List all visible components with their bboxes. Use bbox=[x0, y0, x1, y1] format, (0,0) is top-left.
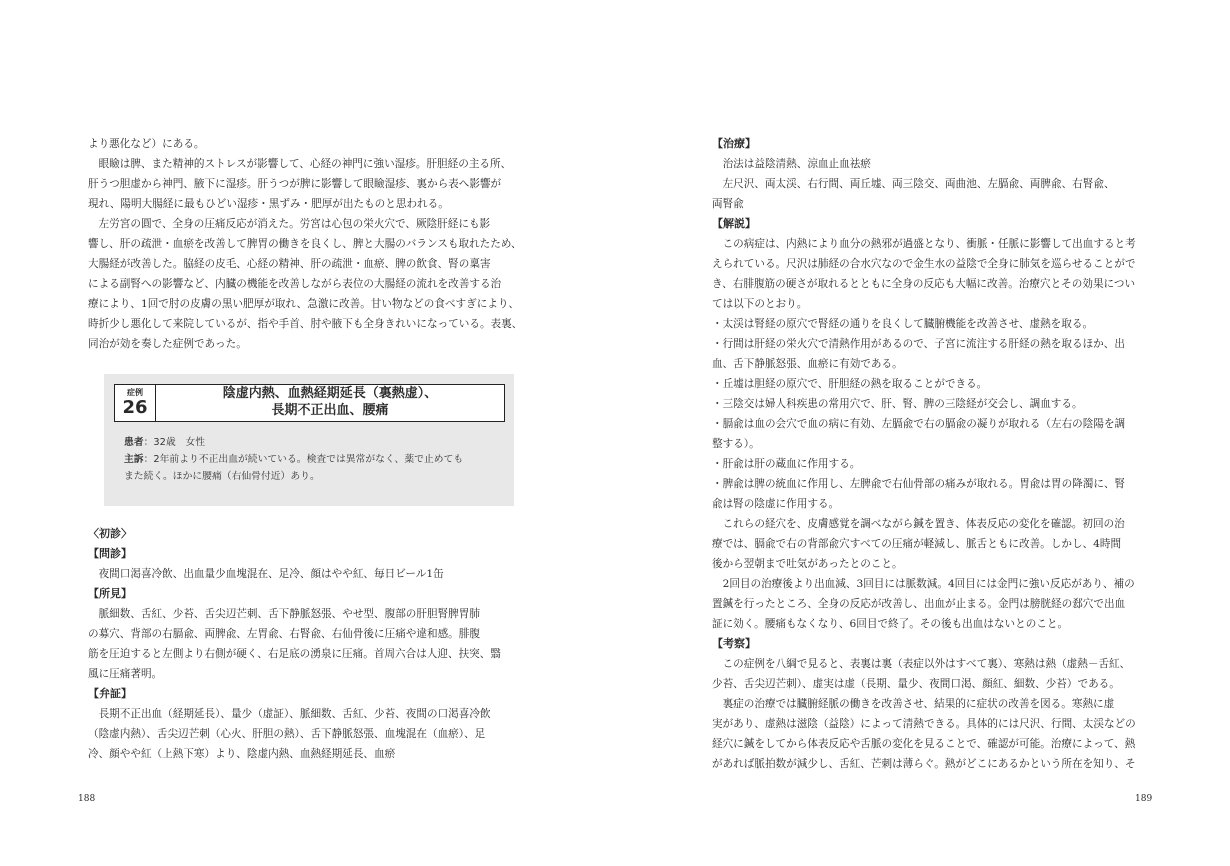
text-line: 肝うつ胆虚から神門、腋下に湿疹。肝うつが脾に影響して眼瞼湿疹、裏から表へ影響が bbox=[88, 178, 502, 190]
section-heading: 【解説】 bbox=[712, 217, 756, 230]
text-line: 少苔、舌尖辺芒刺）、虚実は虚（長期、量少、夜間口渇、顔紅、細数、少苔）である。 bbox=[712, 678, 1120, 690]
complaint-value: ：2年前より不正出血が続いている。検査では異常がなく、薬で止めても bbox=[143, 454, 464, 465]
text-line: 冷、顔やや紅（上熱下寒）より、陰虚内熱、血熱経期延長、血瘀 bbox=[88, 748, 396, 760]
text-line: 実があり、虚熱は滋陰（益陰）によって清熱できる。具体的には尺沢、行間、太渓などの bbox=[712, 718, 1136, 730]
list-item: ・丘墟は胆経の原穴で、肝胆経の熱を取ることができる。 bbox=[712, 378, 988, 390]
text-line: 時折少し悪化して来院しているが、指や手首、肘や腋下も全身きれいになっている。表裏、 bbox=[88, 318, 523, 330]
text-line: 脈細数、舌紅、少苔、舌尖辺芒刺、舌下静脈怒張、やせ型、腹部の肝胆腎脾胃肺 bbox=[88, 608, 480, 620]
list-item: ・太渓は腎経の原穴で腎経の通りを良くして臓腑機能を改善させ、虚熱を取る。 bbox=[712, 318, 1094, 330]
text-line: による副腎への影響など、内臓の機能を改善しながら表位の大腸経の流れを改善する治 bbox=[88, 278, 502, 290]
case-label: 症例 bbox=[127, 388, 143, 397]
list-item: ・行間は肝経の栄火穴で清熱作用があるので、子宮に流注する肝経の熱を取るほか、出 bbox=[712, 338, 1125, 350]
text-line: 裏症の治療では臓腑経脈の働きを改善させ、結果的に症状の改善を図る。寒熱に虚 bbox=[712, 698, 1115, 710]
section-heading: 【考察】 bbox=[712, 637, 756, 650]
text-line: 眼瞼は脾、また精神的ストレスが影響して、心経の神門に強い湿疹。肝胆経の主る所、 bbox=[88, 158, 512, 170]
text-line: 療では、膈兪で右の背部兪穴すべての圧痛が軽減し、脈舌ともに改善。しかし、4時間 bbox=[712, 538, 1122, 550]
list-item: ・膈兪は血の会穴で血の病に有効、左膈兪で右の膈兪の凝りが取れる（左右の陰陽を調 bbox=[712, 418, 1126, 430]
text-line: 2回目の治療後より出血減、3回目には脈数減。4回目には金門に強い反応があり、補の bbox=[712, 578, 1135, 590]
text-line: この症例を八綱で見ると、表裏は裏（表症以外はすべて裏）、寒熱は熱（虚熱－舌紅、 bbox=[712, 658, 1131, 670]
text-line: 血、舌下静脈怒張、血瘀に有効である。 bbox=[712, 358, 903, 370]
text-line: があれば脈拍数が減少し、舌紅、芒刺は薄らぐ。熱がどこにあるかという所在を知り、そ bbox=[712, 758, 1136, 770]
text-line: これらの経穴を、皮膚感覚を調べながら鍼を置き、体表反応の変化を確認。初回の治 bbox=[712, 518, 1125, 530]
text-line: ては以下のとおり。 bbox=[712, 298, 808, 310]
case-title-line: 陰虚内熱、血熱経期延長（裏熱虚）、 bbox=[222, 386, 438, 401]
list-item: ・脾兪は脾の統血に作用し、左脾兪で右仙骨部の痛みが取れる。胃兪は胃の降濁に、腎 bbox=[712, 478, 1126, 490]
text-line: 整する）。 bbox=[712, 438, 760, 450]
text-line: 大腸経が改善した。脇経の皮毛、心経の精神、肝の疏泄・血瘀、脾の飲食、腎の稟害 bbox=[88, 258, 491, 270]
case-complaint-cont: また続く。ほかに腰痛（右仙骨付近）あり。 bbox=[124, 471, 320, 482]
text-line: 長期不正出血（経期延長）、量少（虚証）、脈細数、舌紅、少苔、夜間の口渇喜冷飲 bbox=[88, 708, 491, 720]
text-line: き、右腓腹筋の硬さが取れるとともに全身の反応も大幅に改善。治療穴とその効果につい bbox=[712, 278, 1136, 290]
case-title-line: 長期不正出血、腰痛 bbox=[271, 403, 389, 418]
section-heading: 【弁証】 bbox=[88, 687, 132, 700]
case-box bbox=[104, 374, 514, 506]
text-line: 同治が効を奏した症例であった。 bbox=[88, 338, 247, 350]
text-line: 夜間口渇喜冷飲、出血量少血塊混在、足冷、顔はやや紅、毎日ビール1缶 bbox=[88, 568, 444, 580]
text-line: 筋を圧迫すると左側より右側が硬く、右足底の湧泉に圧痛。首周六合は人迎、扶突、翳 bbox=[88, 648, 501, 660]
patient-label: 患者 bbox=[124, 437, 144, 448]
case-complaint bbox=[124, 451, 463, 468]
text-line: （陰虚内熱）、舌尖辺芒刺（心火、肝胆の熱）、舌下静脈怒張、血塊混在（血瘀）、足 bbox=[88, 728, 486, 740]
text-line: 証に効く。腰痛もなくなり、6回目で終了。その後も出血はないとのこと。 bbox=[712, 618, 1069, 630]
case-title bbox=[156, 384, 505, 422]
page-number: 188 bbox=[78, 794, 96, 804]
text-line: の募穴、背部の右膈兪、両脾兪、左胃兪、右腎兪、右仙骨後に圧痛や違和感。腓腹 bbox=[88, 628, 480, 640]
text-line: 響し、肝の疏泄・血瘀を改善して脾胃の働きを良くし、脾と大腸のバランスも取れたため、 bbox=[88, 238, 522, 250]
list-item: ・肝兪は肝の蔵血に作用する。 bbox=[712, 458, 861, 470]
text-line: 後から翌朝まで吐気があったとのこと。 bbox=[712, 558, 903, 570]
case-patient bbox=[124, 434, 205, 451]
case-number-badge bbox=[114, 384, 156, 422]
text-line: 経穴に鍼をしてから体表反応や舌脈の変化を見ることで、確認が可能。治療によって、熱 bbox=[712, 738, 1136, 750]
text-line: 左労宮の圓で、全身の圧痛反応が消えた。労宮は心包の栄火穴で、厥陰肝経にも影 bbox=[88, 218, 491, 230]
text-line: 風に圧痛著明。 bbox=[88, 668, 163, 680]
text-line: 治法は益陰清熱、涼血止血祛瘀 bbox=[712, 158, 871, 170]
text-line: 兪は腎の陰虚に作用する。 bbox=[712, 498, 840, 510]
text-line: 療により、1回で肘の皮膚の黒い肥厚が取れ、急激に改善。甘い物などの食べすぎにより、 bbox=[88, 298, 520, 310]
section-heading: 〈初診〉 bbox=[88, 527, 132, 540]
list-item: ・三陰交は婦人科疾患の常用穴で、肝、腎、脾の三陰経が交会し、調血する。 bbox=[712, 398, 1083, 410]
section-heading: 【治療】 bbox=[712, 137, 756, 150]
section-heading: 【問診】 bbox=[88, 547, 132, 560]
text-line: えられている。尺沢は肺経の合水穴なので金生水の益陰で全身に肺気を巡らせることがで bbox=[712, 258, 1136, 270]
section-heading: 【所見】 bbox=[88, 587, 132, 600]
text-line: 左尺沢、両太渓、右行間、両丘墟、両三陰交、両曲池、左膈兪、両脾兪、右腎兪、 bbox=[712, 178, 1115, 190]
page-number: 189 bbox=[1135, 794, 1153, 804]
text-line: 両腎兪 bbox=[712, 198, 744, 210]
case-number: 26 bbox=[122, 397, 148, 418]
text-line: この病症は、内熱により血分の熱邪が過盛となり、衝脈・任脈に影響して出血すると考 bbox=[712, 238, 1136, 250]
complaint-label: 主訴 bbox=[124, 454, 144, 465]
text-line: 置鍼を行ったところ、全身の反応が改善し、出血が止まる。金門は膀胱経の郄穴で出血 bbox=[712, 598, 1126, 610]
text-line: より悪化など）にある。 bbox=[88, 138, 205, 150]
text-line: 現れ、陽明大腸経に最もひどい湿疹・黒ずみ・肥厚が出たものと思われる。 bbox=[88, 198, 449, 210]
patient-value: ：32歳 女性 bbox=[143, 437, 206, 448]
